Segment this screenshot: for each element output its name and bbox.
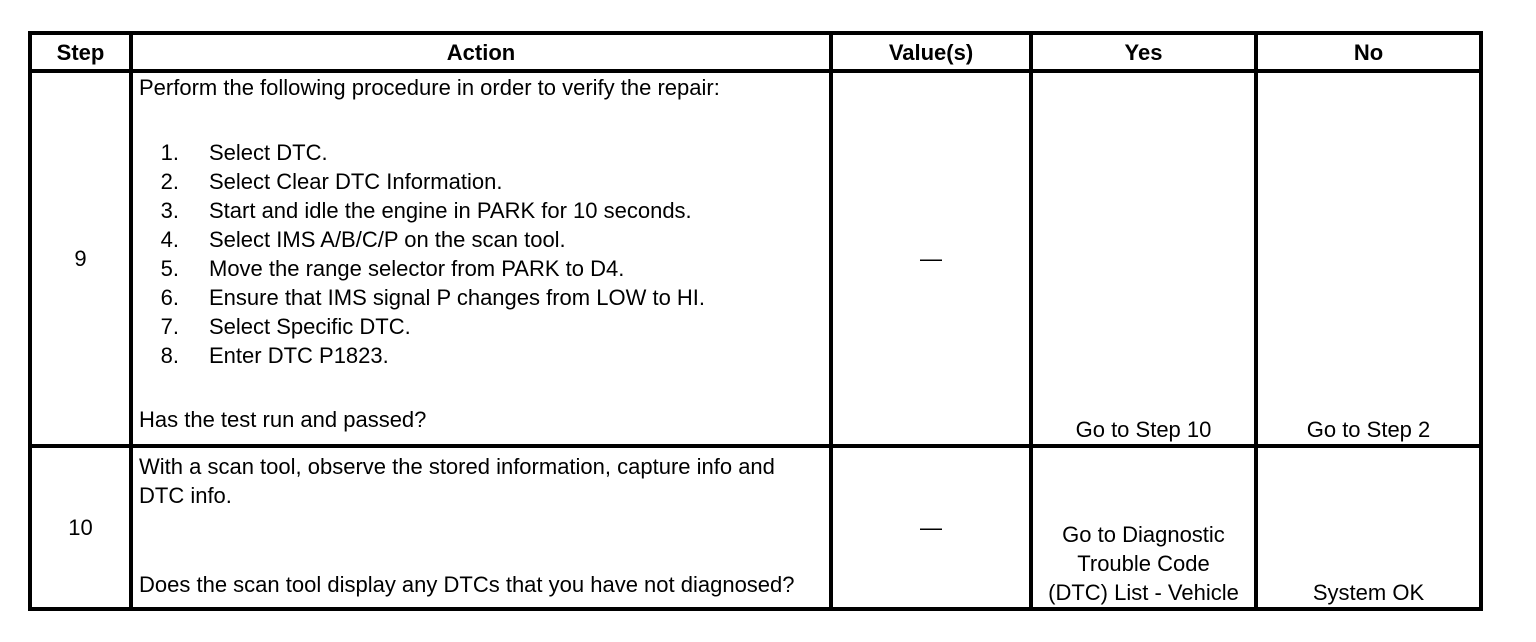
no-cell: Go to Step 2 <box>1256 71 1481 446</box>
yes-cell: Go to Step 10 <box>1031 71 1256 446</box>
list-item-text: Move the range selector from PARK to D4. <box>209 256 625 281</box>
list-item <box>139 196 823 225</box>
table-row <box>30 71 1481 446</box>
header-action: Action <box>131 33 831 71</box>
list-item <box>139 341 823 370</box>
table-row <box>30 446 1481 609</box>
header-row <box>30 33 1481 71</box>
no-cell: System OK <box>1256 446 1481 609</box>
list-item-number: 8. <box>160 343 179 368</box>
header-yes: Yes <box>1031 33 1256 71</box>
list-item <box>139 167 823 196</box>
list-item-number: 6. <box>160 285 179 310</box>
list-item-text: Select DTC. <box>209 140 328 165</box>
header-no: No <box>1256 33 1481 71</box>
list-item-text: Ensure that IMS signal P changes from LOW to HI. <box>209 285 706 310</box>
list-item-number: 1. <box>160 140 179 165</box>
list-item <box>139 283 823 312</box>
list-item-number: 2. <box>160 169 179 194</box>
list-item <box>139 312 823 341</box>
header-values: Value(s) <box>831 33 1031 71</box>
header-step: Step <box>30 33 131 71</box>
action-cell <box>131 446 831 609</box>
value-cell: — <box>831 71 1031 446</box>
procedure-list <box>139 138 823 370</box>
value-cell: — <box>831 446 1031 609</box>
step-number: 9 <box>30 71 131 446</box>
list-item-number: 4. <box>160 227 179 252</box>
list-item-text: Enter DTC P1823. <box>209 343 389 368</box>
action-intro: With a scan tool, observe the stored information, capture info and DTC info. <box>139 454 775 508</box>
list-item <box>139 254 823 283</box>
list-item-text: Select IMS A/B/C/P on the scan tool. <box>209 227 566 252</box>
list-item-number: 5. <box>160 256 179 281</box>
list-item <box>139 138 823 167</box>
step-number: 10 <box>30 446 131 609</box>
list-item-text: Select Specific DTC. <box>209 314 411 339</box>
yes-cell: Go to Diagnostic Trouble Code (DTC) List - Vehicle <box>1031 446 1256 609</box>
action-question: Has the test run and passed? <box>139 407 427 432</box>
action-cell <box>131 71 831 446</box>
list-item-number: 3. <box>160 198 179 223</box>
action-intro: Perform the following procedure in order to verify the repair: <box>139 75 720 100</box>
list-item <box>139 225 823 254</box>
diagnostic-table <box>28 31 1483 611</box>
list-item-text: Start and idle the engine in PARK for 10 seconds. <box>209 198 692 223</box>
list-item-number: 7. <box>160 314 179 339</box>
list-item-text: Select Clear DTC Information. <box>209 169 503 194</box>
action-question: Does the scan tool display any DTCs that you have not diagnosed? <box>139 572 795 597</box>
